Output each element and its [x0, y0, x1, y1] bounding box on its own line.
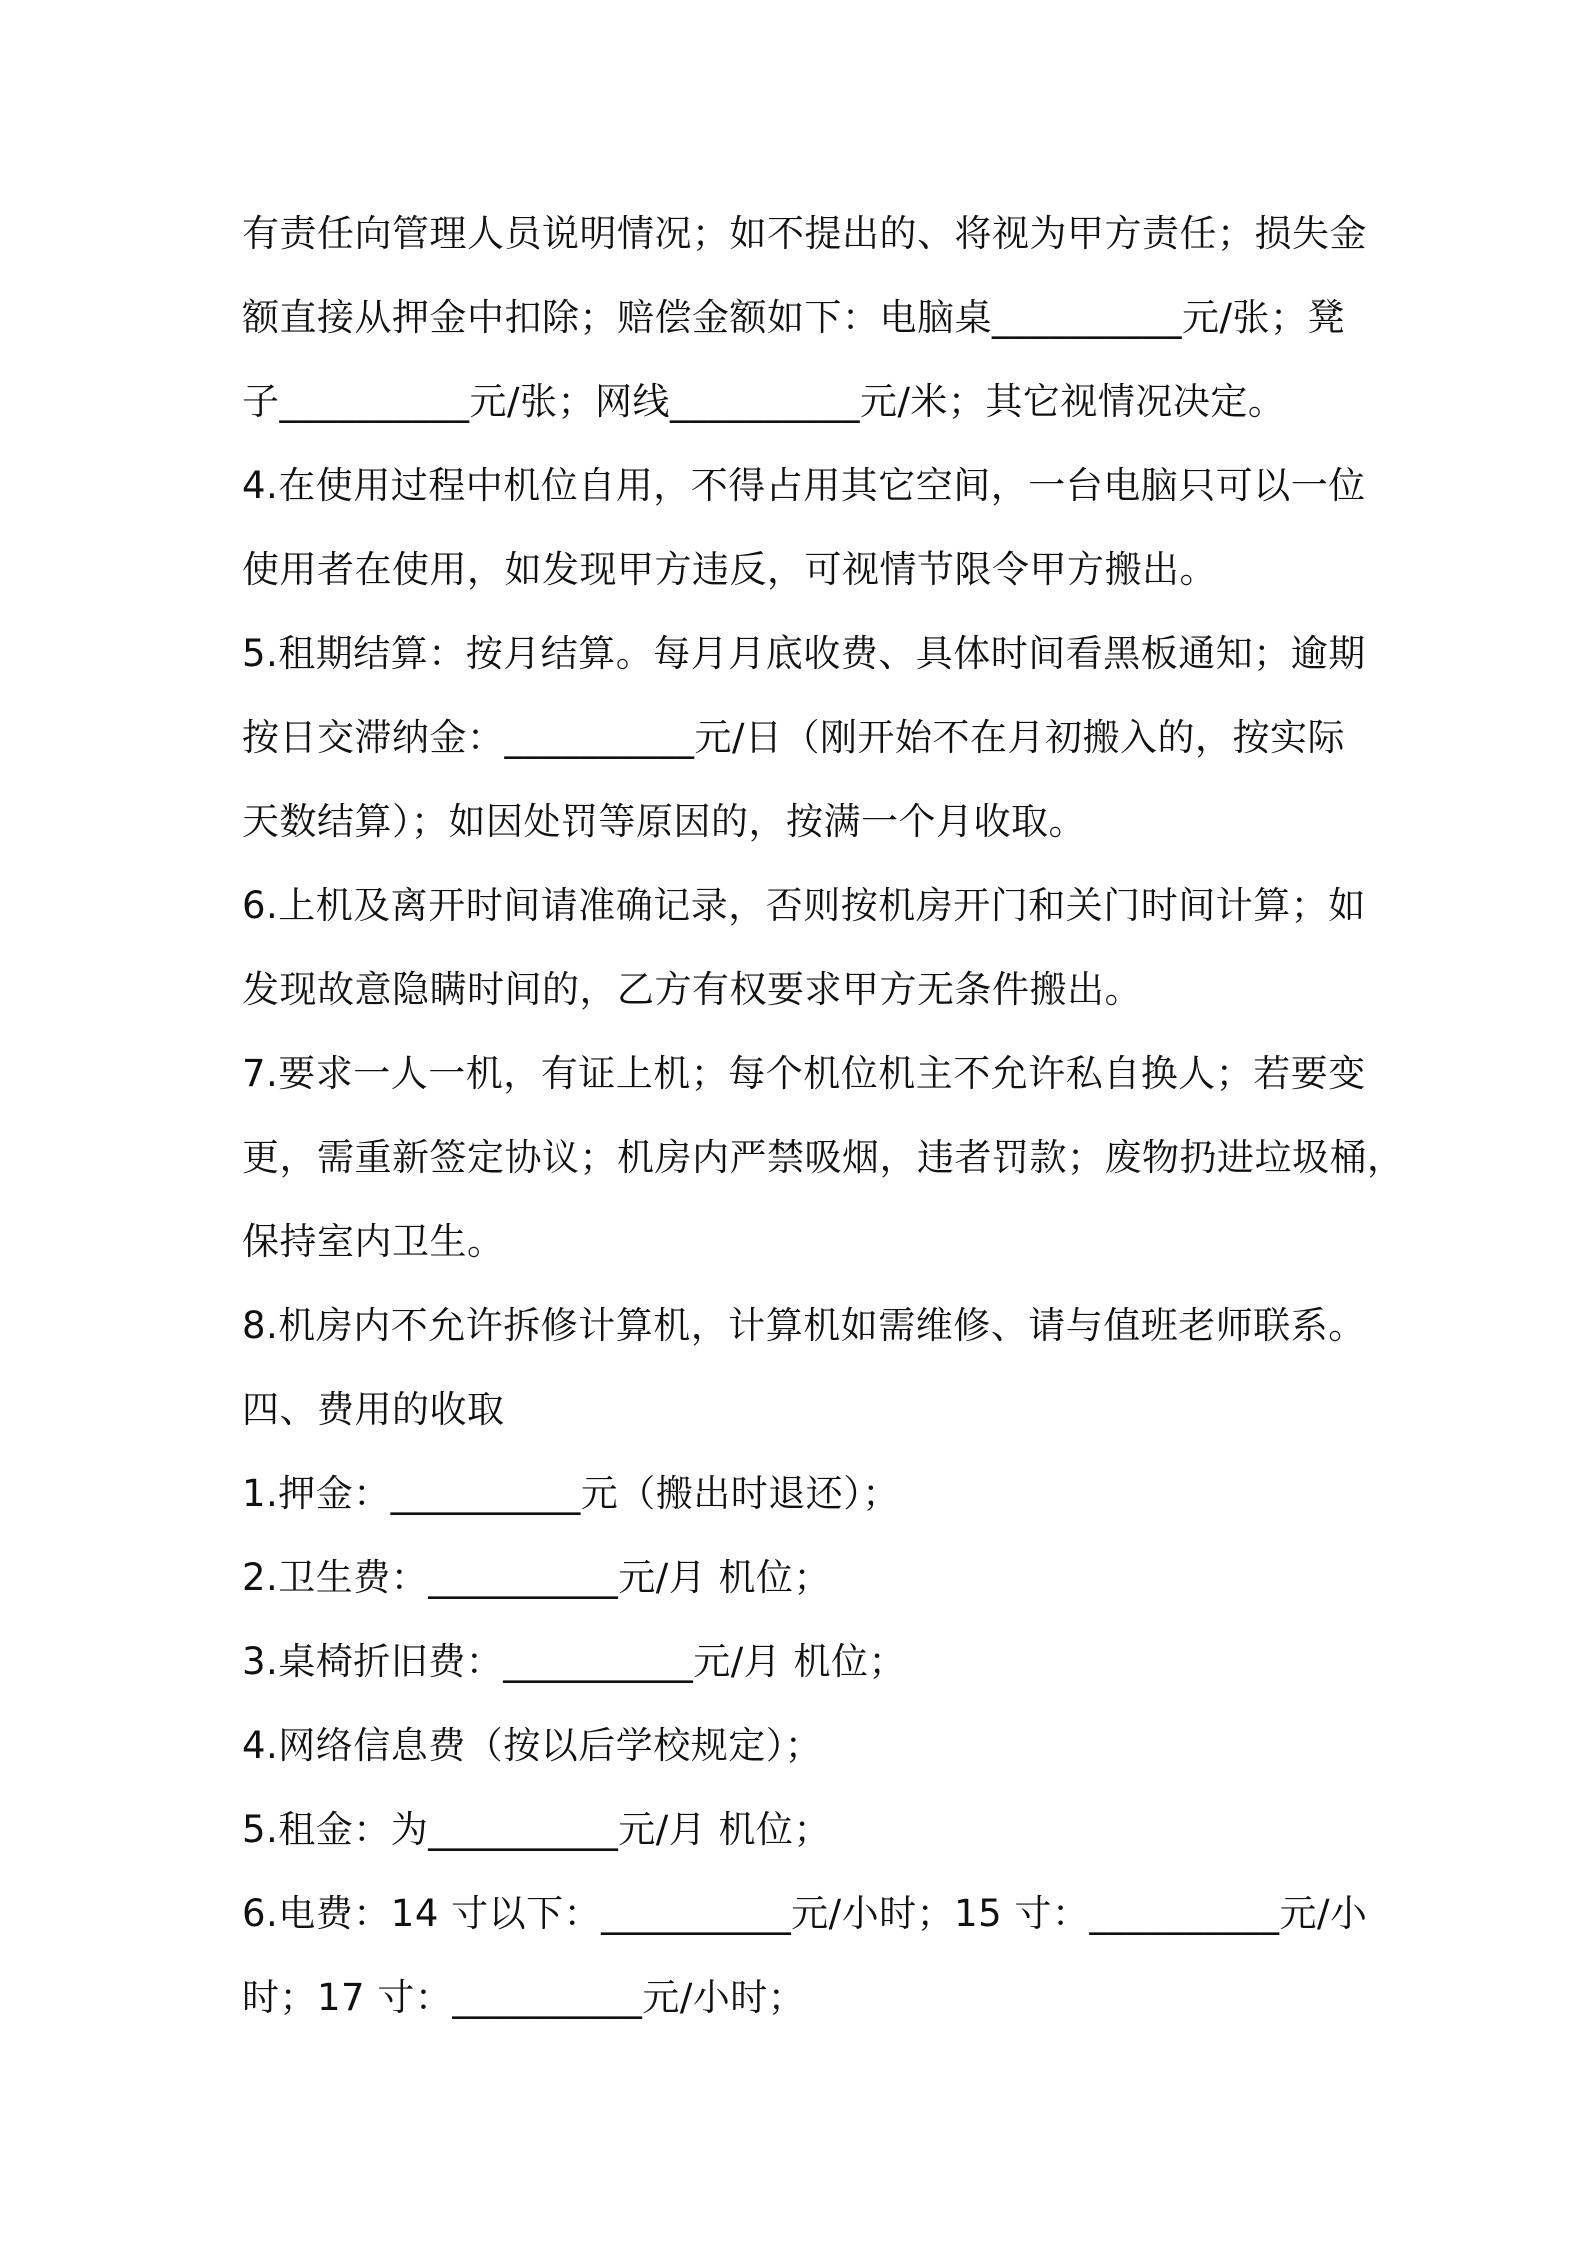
text-line: 6.上机及离开时间请准确记录，否则按机房开门和关门时间计算；如	[242, 884, 1366, 927]
text-line: 按日交滞纳金：__________元/日（刚开始不在月初搬入的，按实际	[242, 716, 1345, 759]
text-line: 4.在使用过程中机位自用，不得占用其它空间，一台电脑只可以一位	[242, 464, 1366, 507]
document-body	[242, 192, 1405, 2040]
section-heading: 四、费用的收取	[242, 1388, 505, 1431]
text-line: 额直接从押金中扣除；赔偿金额如下：电脑桌__________元/张；凳	[242, 296, 1345, 339]
text-line: 有责任向管理人员说明情况；如不提出的、将视为甲方责任；损失金	[242, 212, 1367, 255]
fee-item: 6.电费：14 寸以下：__________元/小时；15 寸：__________元/小	[242, 1892, 1368, 1935]
fee-item: 5.租金：为__________元/月 机位；	[242, 1808, 832, 1851]
text-line: 更，需重新签定协议；机房内严禁吸烟，违者罚款；废物扔进垃圾桶，	[242, 1136, 1405, 1179]
text-line: 天数结算）；如因处罚等原因的，按满一个月收取。	[242, 800, 1086, 843]
text-line: 使用者在使用，如发现甲方违反，可视情节限令甲方搬出。	[242, 548, 1217, 591]
fee-item: 3.桌椅折旧费：__________元/月 机位；	[242, 1640, 907, 1683]
text-line: 保持室内卫生。	[242, 1220, 505, 1263]
fee-item: 1.押金：__________元（搬出时退还）；	[242, 1472, 900, 1515]
fee-item: 时；17 寸：__________元/小时；	[242, 1976, 806, 2019]
text-line: 发现故意隐瞒时间的，乙方有权要求甲方无条件搬出。	[242, 968, 1142, 1011]
text-line: 8.机房内不允许拆修计算机，计算机如需维修、请与值班老师联系。	[242, 1304, 1366, 1347]
text-line: 7.要求一人一机，有证上机；每个机位机主不允许私自换人；若要变	[242, 1052, 1366, 1095]
text-line: 子__________元/张；网线__________元/米；其它视情况决定。	[242, 380, 1286, 423]
fee-item: 4.网络信息费（按以后学校规定）；	[242, 1724, 823, 1767]
fee-item: 2.卫生费：__________元/月 机位；	[242, 1556, 832, 1599]
text-line: 5.租期结算：按月结算。每月月底收费、具体时间看黑板通知；逾期	[242, 632, 1366, 675]
